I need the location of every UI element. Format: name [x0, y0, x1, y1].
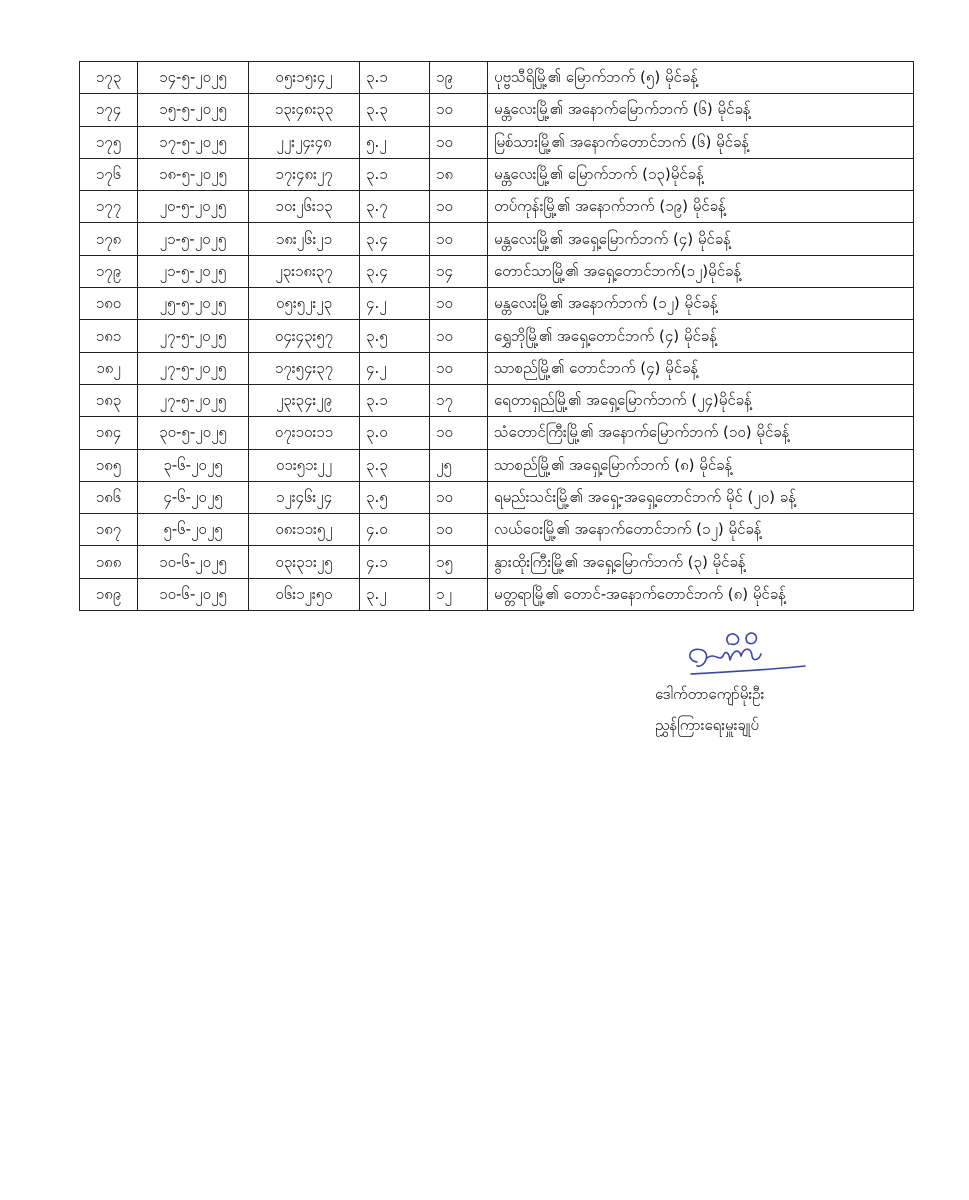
row-number-cell: ၁၈၉ — [80, 578, 138, 610]
table-row — [80, 481, 914, 513]
location-cell: သာစည်မြို့၏ အရှေ့မြောက်ဘက် (၈) မိုင်ခန့် — [488, 449, 914, 481]
table-row — [80, 417, 914, 449]
time-cell: ၁၂း၄၆း၂၄ — [249, 481, 360, 513]
depth-cell: ၁၀ — [430, 352, 488, 384]
magnitude-cell: ၃.၁ — [360, 384, 430, 416]
magnitude-cell: ၄.၁ — [360, 546, 430, 578]
depth-cell: ၁၉ — [430, 62, 488, 94]
time-cell: ၀၆း၁၂း၅၀ — [249, 578, 360, 610]
depth-cell: ၂၅ — [430, 449, 488, 481]
depth-cell: ၁၀ — [430, 481, 488, 513]
date-cell: ၂၇-၅-၂၀၂၅ — [138, 320, 249, 352]
depth-cell: ၁၀ — [430, 126, 488, 158]
magnitude-cell: ၃.၇ — [360, 191, 430, 223]
date-cell: ၂၀-၅-၂၀၂၅ — [138, 191, 249, 223]
date-cell: ၅-၆-၂၀၂၅ — [138, 514, 249, 546]
date-cell: ၁၅-၅-၂၀၂၅ — [138, 94, 249, 126]
table-row — [80, 449, 914, 481]
location-cell: ရမည်းသင်းမြို့၏ အရှေ့-အရှေ့တောင်ဘက် မိုင် (၂၀) ခန့် — [488, 481, 914, 513]
depth-cell: ၁၀ — [430, 94, 488, 126]
location-cell: သာစည်မြို့၏ တောင်ဘက် (၄) မိုင်ခန့် — [488, 352, 914, 384]
table-row — [80, 126, 914, 158]
magnitude-cell: ၃.၄ — [360, 255, 430, 287]
magnitude-cell: ၄.၂ — [360, 352, 430, 384]
magnitude-cell: ၃.၄ — [360, 223, 430, 255]
depth-cell: ၁၀ — [430, 417, 488, 449]
date-cell: ၁၈-၅-၂၀၂၅ — [138, 158, 249, 190]
location-cell: မန္တလေးမြို့၏ အနောက်မြောက်ဘက် (၆) မိုင်ခန့် — [488, 94, 914, 126]
magnitude-cell: ၄.၂ — [360, 288, 430, 320]
time-cell: ၀၁း၅၁း၂၂ — [249, 449, 360, 481]
row-number-cell: ၁၇၄ — [80, 94, 138, 126]
magnitude-cell: ၃.၁ — [360, 158, 430, 190]
depth-cell: ၁၀ — [430, 191, 488, 223]
table-row — [80, 94, 914, 126]
location-cell: ပုဗ္ဗသီရိမြို့၏ မြောက်ဘက် (၅) မိုင်ခန့် — [488, 62, 914, 94]
location-cell: ရေတာရှည်မြို့၏ အရှေ့မြောက်ဘက် (၂၄)မိုင်ခန့် — [488, 384, 914, 416]
row-number-cell: ၁၈၀ — [80, 288, 138, 320]
depth-cell: ၁၀ — [430, 223, 488, 255]
date-cell: ၂၁-၅-၂၀၂၅ — [138, 223, 249, 255]
row-number-cell: ၁၈၃ — [80, 384, 138, 416]
depth-cell: ၁၂ — [430, 578, 488, 610]
location-cell: မန္တလေးမြို့၏ အရှေ့မြောက်ဘက် (၄) မိုင်ခန့် — [488, 223, 914, 255]
table-row — [80, 352, 914, 384]
location-cell: နွားထိုးကြီးမြို့၏ အရှေ့မြောက်ဘက် (၃) မိုင်ခန့် — [488, 546, 914, 578]
date-cell: ၁၇-၅-၂၀၂၅ — [138, 126, 249, 158]
depth-cell: ၁၀ — [430, 288, 488, 320]
depth-cell: ၁၅ — [430, 546, 488, 578]
table-row — [80, 578, 914, 610]
time-cell: ၁၇း၅၄း၃၇ — [249, 352, 360, 384]
row-number-cell: ၁၇၇ — [80, 191, 138, 223]
row-number-cell: ၁၈၄ — [80, 417, 138, 449]
magnitude-cell: ၃.၀ — [360, 417, 430, 449]
magnitude-cell: ၅.၂ — [360, 126, 430, 158]
date-cell: ၁၄-၅-၂၀၂၅ — [138, 62, 249, 94]
time-cell: ၀၇း၁၀း၁၁ — [249, 417, 360, 449]
row-number-cell: ၁၈၇ — [80, 514, 138, 546]
earthquake-table — [79, 61, 914, 611]
table-row — [80, 288, 914, 320]
date-cell: ၁၀-၆-၂၀၂၅ — [138, 546, 249, 578]
time-cell: ၁၇း၄၈း၂၇ — [249, 158, 360, 190]
row-number-cell: ၁၈၈ — [80, 546, 138, 578]
location-cell: တပ်ကုန်းမြို့၏ အနောက်ဘက် (၁၉) မိုင်ခန့် — [488, 191, 914, 223]
time-cell: ၂၃း၃၄း၂၉ — [249, 384, 360, 416]
date-cell: ၄-၆-၂၀၂၅ — [138, 481, 249, 513]
time-cell: ၂၂း၂၄း၄၈ — [249, 126, 360, 158]
magnitude-cell: ၃.၂ — [360, 578, 430, 610]
table-row — [80, 191, 914, 223]
date-cell: ၂၅-၅-၂၀၂၅ — [138, 288, 249, 320]
magnitude-cell: ၃.၅ — [360, 481, 430, 513]
table-row — [80, 320, 914, 352]
time-cell: ၀၅း၁၅း၄၂ — [249, 62, 360, 94]
location-cell: ရွှေဘိုမြို့၏ အရှေ့တောင်ဘက် (၄) မိုင်ခန့် — [488, 320, 914, 352]
magnitude-cell: ၃.၁ — [360, 62, 430, 94]
time-cell: ၂၃း၁၈း၃၇ — [249, 255, 360, 287]
date-cell: ၃၀-၅-၂၀၂၅ — [138, 417, 249, 449]
row-number-cell: ၁၇၈ — [80, 223, 138, 255]
date-cell: ၂၁-၅-၂၀၂၅ — [138, 255, 249, 287]
row-number-cell: ၁၈၅ — [80, 449, 138, 481]
location-cell: မန္တလေးမြို့၏ အနောက်ဘက် (၁၂) မိုင်ခန့် — [488, 288, 914, 320]
signer-name: ဒေါက်တာကျော်မိုးဦး — [655, 685, 765, 703]
date-cell: ၁၀-၆-၂၀၂၅ — [138, 578, 249, 610]
row-number-cell: ၁၇၉ — [80, 255, 138, 287]
time-cell: ၁၈း၂၆း၂၁ — [249, 223, 360, 255]
time-cell: ၁၃း၄၈း၃၃ — [249, 94, 360, 126]
date-cell: ၃-၆-၂၀၂၅ — [138, 449, 249, 481]
time-cell: ၀၃း၃၁း၂၅ — [249, 546, 360, 578]
location-cell: မတ္တရာမြို့၏ တောင်-အနောက်တောင်ဘက် (၈) မိုင်ခန့် — [488, 578, 914, 610]
location-cell: မန္တလေးမြို့၏ မြောက်ဘက် (၁၃)မိုင်ခန့် — [488, 158, 914, 190]
depth-cell: ၁၄ — [430, 255, 488, 287]
location-cell: တောင်သာမြို့၏ အရှေ့တောင်ဘက်(၁၂)မိုင်ခန့် — [488, 255, 914, 287]
magnitude-cell: ၃.၅ — [360, 320, 430, 352]
table-row — [80, 255, 914, 287]
table-row — [80, 62, 914, 94]
location-cell: သံတောင်ကြီးမြို့၏ အနောက်မြောက်ဘက် (၁၀) မိုင်ခန့် — [488, 417, 914, 449]
signature-block — [645, 622, 875, 752]
table-row — [80, 384, 914, 416]
depth-cell: ၁၀ — [430, 320, 488, 352]
table-row — [80, 223, 914, 255]
time-cell: ၀၄း၄၃း၅၇ — [249, 320, 360, 352]
date-cell: ၂၇-၅-၂၀၂၅ — [138, 384, 249, 416]
signer-title: ညွှန်ကြားရေးမှူးချုပ် — [655, 716, 759, 734]
magnitude-cell: ၄.၀ — [360, 514, 430, 546]
depth-cell: ၁၈ — [430, 158, 488, 190]
time-cell: ၀၅း၅၂း၂၃ — [249, 288, 360, 320]
earthquake-table-body — [80, 62, 914, 611]
row-number-cell: ၁၈၂ — [80, 352, 138, 384]
row-number-cell: ၁၈၁ — [80, 320, 138, 352]
row-number-cell: ၁၇၃ — [80, 62, 138, 94]
location-cell: လယ်ဝေးမြို့၏ အနောက်တောင်ဘက် (၁၂) မိုင်ခန့် — [488, 514, 914, 546]
row-number-cell: ၁၇၆ — [80, 158, 138, 190]
row-number-cell: ၁၇၅ — [80, 126, 138, 158]
depth-cell: ၁၇ — [430, 384, 488, 416]
date-cell: ၂၇-၅-၂၀၂၅ — [138, 352, 249, 384]
magnitude-cell: ၃.၃ — [360, 449, 430, 481]
table-row — [80, 514, 914, 546]
depth-cell: ၁၀ — [430, 514, 488, 546]
signature-scribble — [667, 622, 807, 692]
time-cell: ၀၈း၁၁း၅၂ — [249, 514, 360, 546]
row-number-cell: ၁၈၆ — [80, 481, 138, 513]
table-row — [80, 158, 914, 190]
magnitude-cell: ၃.၃ — [360, 94, 430, 126]
table-row — [80, 546, 914, 578]
time-cell: ၁၀း၂၆း၁၃ — [249, 191, 360, 223]
location-cell: မြစ်သားမြို့၏ အနောက်တောင်ဘက် (၆) မိုင်ခန့် — [488, 126, 914, 158]
